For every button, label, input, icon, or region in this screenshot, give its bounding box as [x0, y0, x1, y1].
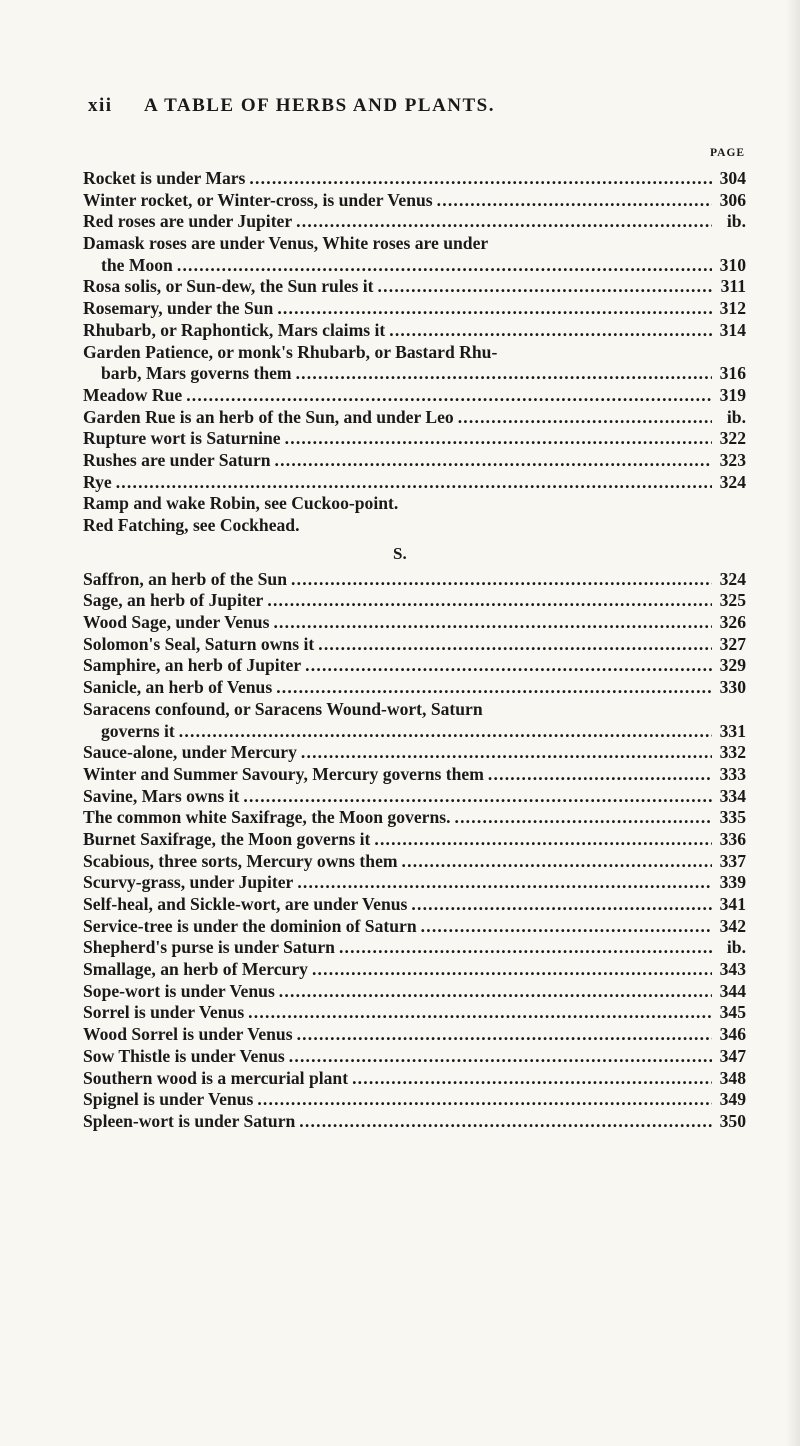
dot-leader: [339, 937, 712, 959]
index-entry: [83, 320, 746, 342]
entry-text: Spleen-wort is under Saturn: [83, 1110, 296, 1131]
index-entry: [83, 959, 746, 981]
entry-page-number: 324: [719, 568, 746, 589]
entry-page-number: ib.: [726, 211, 746, 232]
dot-leader: [305, 655, 712, 677]
entry-text: Red Fatching, see Cockhead.: [83, 515, 300, 535]
entry-text: Sope-wort is under Venus: [83, 980, 275, 1001]
entry-text: Wood Sage, under Venus: [83, 612, 270, 633]
entry-text: Spignel is under Venus: [83, 1089, 254, 1110]
dot-leader: [289, 1046, 712, 1068]
dot-leader: [177, 255, 712, 277]
dot-leader: [312, 959, 712, 981]
index-entry: [83, 655, 746, 677]
index-entry: [83, 407, 746, 429]
entry-page-number: 341: [719, 894, 746, 914]
entry-text: Service-tree is under the dominion of Saturn: [83, 915, 417, 936]
dot-leader: [421, 916, 712, 938]
entry-text: Garden Patience, or monk's Rhubarb, or Bastard Rhu-: [83, 341, 498, 362]
entry-page-number: 327: [719, 633, 746, 654]
index-entry: [83, 1046, 746, 1068]
dot-leader: [273, 612, 712, 634]
dot-leader: [279, 981, 712, 1003]
entry-text: Meadow Rue: [83, 384, 183, 405]
entry-text: Winter rocket, or Winter-cross, is under Venus: [83, 189, 433, 210]
entry-text: Rhubarb, or Raphontick, Mars claims it: [83, 319, 386, 340]
entry-page-number: 348: [719, 1067, 746, 1088]
entry-text: Self-heal, and Sickle-wort, are under Venus: [83, 894, 408, 914]
entry-page-number: 342: [719, 915, 746, 936]
index-entry: [83, 298, 746, 320]
entry-page-number: 344: [719, 980, 746, 1001]
dot-leader: [275, 450, 712, 472]
page-edge-shadow: [786, 0, 800, 1446]
entry-text: Sorrel is under Venus: [83, 1002, 245, 1023]
entry-text: Wood Sorrel is under Venus: [83, 1024, 293, 1045]
entry-text: Rocket is under Mars: [83, 168, 246, 188]
dot-leader: [301, 742, 712, 764]
index-entry: [83, 786, 746, 808]
entry-text: Ramp and wake Robin, see Cuckoo-point.: [83, 493, 399, 514]
entry-text: Sanicle, an herb of Venus: [83, 677, 273, 698]
index-entry: [83, 472, 746, 494]
dot-leader: [296, 363, 712, 385]
entry-text: Saracens confound, or Saracens Wound-wort, Saturn: [83, 698, 483, 719]
entry-text: Solomon's Seal, Saturn owns it: [83, 633, 315, 654]
index-entry: [83, 168, 746, 190]
dot-leader: [243, 786, 712, 808]
entry-page-number: 345: [719, 1002, 746, 1023]
entry-text: Savine, Mars owns it: [83, 785, 240, 806]
entry-text: Sow Thistle is under Venus: [83, 1045, 285, 1066]
entry-text: Burnet Saxifrage, the Moon governs it: [83, 828, 371, 849]
index-entry: [83, 981, 746, 1003]
entry-text: Samphire, an herb of Jupiter: [83, 655, 302, 676]
entry-page-number: 311: [720, 276, 746, 297]
dot-leader: [352, 1068, 712, 1090]
entry-text: Rushes are under Saturn: [83, 449, 271, 470]
entry-page-number: 323: [719, 449, 746, 470]
index-entry: [83, 450, 746, 472]
page-folio: xii: [88, 95, 113, 116]
dot-leader: [296, 211, 712, 233]
dot-leader: [318, 634, 712, 656]
entry-page-number: 306: [719, 189, 746, 210]
entry-text: governs it: [101, 720, 175, 741]
dot-leader: [277, 298, 712, 320]
dot-leader: [276, 677, 712, 699]
index-entry: [83, 493, 746, 515]
entry-page-number: 316: [719, 363, 746, 384]
entry-page-number: 326: [719, 612, 746, 633]
dot-leader: [297, 872, 712, 894]
entry-page-number: 331: [719, 720, 746, 741]
index-entry: [83, 385, 746, 407]
dot-leader: [186, 385, 712, 407]
entry-text: Scurvy-grass, under Jupiter: [83, 872, 294, 893]
dot-leader: [257, 1089, 712, 1111]
dot-leader: [285, 428, 712, 450]
entry-page-number: ib.: [726, 406, 746, 427]
entry-page-number: 335: [719, 807, 746, 828]
entry-page-number: 324: [719, 471, 746, 492]
dot-leader: [299, 1111, 712, 1133]
entry-text: Rupture wort is Saturnine: [83, 428, 281, 449]
dot-leader: [291, 569, 712, 591]
index-entry: [83, 590, 746, 612]
entry-page-number: 329: [719, 655, 746, 676]
index-entry: [83, 764, 746, 786]
entry-page-number: 314: [719, 319, 746, 340]
entry-page-number: 322: [719, 428, 746, 449]
index-entry: [83, 937, 746, 959]
entry-page-number: 336: [719, 828, 746, 849]
dot-leader: [458, 407, 712, 429]
entry-page-number: 312: [719, 298, 746, 319]
index-entry: [83, 1068, 746, 1090]
dot-leader: [116, 472, 712, 494]
herb-index-list: [83, 168, 746, 1133]
index-entry: [83, 190, 746, 212]
index-entry: [83, 677, 746, 699]
entry-page-number: 330: [719, 677, 746, 698]
dot-leader: [297, 1024, 712, 1046]
entry-text: Saffron, an herb of the Sun: [83, 568, 287, 589]
entry-text: Rosa solis, or Sun-dew, the Sun rules it: [83, 276, 374, 297]
entry-page-number: 319: [719, 384, 746, 405]
entry-page-number: ib.: [726, 937, 746, 958]
dot-leader: [411, 894, 712, 916]
entry-page-number: 350: [719, 1110, 746, 1131]
index-entry: [83, 276, 746, 298]
entry-text: Southern wood is a mercurial plant: [83, 1067, 349, 1088]
page-column-label: PAGE: [710, 147, 746, 159]
entry-text: Sauce-alone, under Mercury: [83, 742, 297, 763]
entry-text: Garden Rue is an herb of the Sun, and under Leo: [83, 406, 454, 427]
entry-page-number: 332: [719, 742, 746, 763]
index-entry: [83, 569, 746, 591]
dot-leader: [267, 590, 712, 612]
entry-page-number: 346: [719, 1024, 746, 1045]
index-entry: [83, 211, 746, 233]
index-entry: [83, 342, 746, 364]
index-entry: [83, 1111, 746, 1133]
entry-text: Rye: [83, 471, 112, 492]
entry-page-number: 347: [719, 1045, 746, 1066]
entry-page-number: 337: [719, 850, 746, 871]
dot-leader: [437, 190, 712, 212]
entry-page-number: 349: [719, 1089, 746, 1110]
page-title: A TABLE OF HERBS AND PLANTS.: [144, 95, 496, 116]
entry-text: Rosemary, under the Sun: [83, 298, 274, 319]
entry-page-number: 304: [719, 168, 746, 188]
entry-text: Sage, an herb of Jupiter: [83, 590, 264, 611]
dot-leader: [389, 320, 712, 342]
index-entry: [83, 1089, 746, 1111]
index-entry: [83, 363, 746, 385]
dot-leader: [248, 1002, 712, 1024]
index-entry: [83, 233, 746, 255]
entry-text: the Moon: [101, 254, 173, 275]
index-entry: [83, 829, 746, 851]
entry-page-number: 325: [719, 590, 746, 611]
index-entry: [83, 699, 746, 721]
index-entry: [83, 916, 746, 938]
index-entry: [83, 428, 746, 450]
index-entry: [83, 894, 746, 916]
entry-page-number: 334: [719, 785, 746, 806]
index-entry: [83, 1024, 746, 1046]
dot-leader: [374, 829, 712, 851]
entry-text: Winter and Summer Savoury, Mercury governs them: [83, 763, 484, 784]
index-entry: [83, 807, 746, 829]
entry-text: Smallage, an herb of Mercury: [83, 959, 308, 980]
index-entry: [83, 742, 746, 764]
dot-leader: [454, 807, 712, 829]
dot-leader: [378, 276, 712, 298]
dot-leader: [488, 764, 712, 786]
entry-page-number: 310: [719, 254, 746, 275]
index-entry: [83, 1002, 746, 1024]
entry-page-number: 343: [719, 959, 746, 980]
dot-leader: [179, 721, 712, 743]
entry-page-number: 339: [719, 872, 746, 893]
entry-text: Damask roses are under Venus, White roses are under: [83, 233, 489, 254]
entry-text: Shepherd's purse is under Saturn: [83, 937, 335, 958]
entry-text: barb, Mars governs them: [101, 363, 292, 384]
index-entry: [83, 634, 746, 656]
entry-text: The common white Saxifrage, the Moon governs.: [83, 807, 451, 828]
dot-leader: [249, 168, 712, 190]
index-entry: [83, 851, 746, 873]
entry-text: Scabious, three sorts, Mercury owns them: [83, 850, 398, 871]
index-entry: [83, 612, 746, 634]
index-entry: [83, 255, 746, 277]
index-entry: [83, 515, 746, 537]
index-entry: [83, 721, 746, 743]
index-entry: [83, 872, 746, 894]
entry-page-number: 333: [719, 763, 746, 784]
entry-text: Red roses are under Jupiter: [83, 211, 293, 232]
running-head: [88, 95, 788, 125]
section-letter: S.: [393, 543, 407, 563]
dot-leader: [402, 851, 712, 873]
